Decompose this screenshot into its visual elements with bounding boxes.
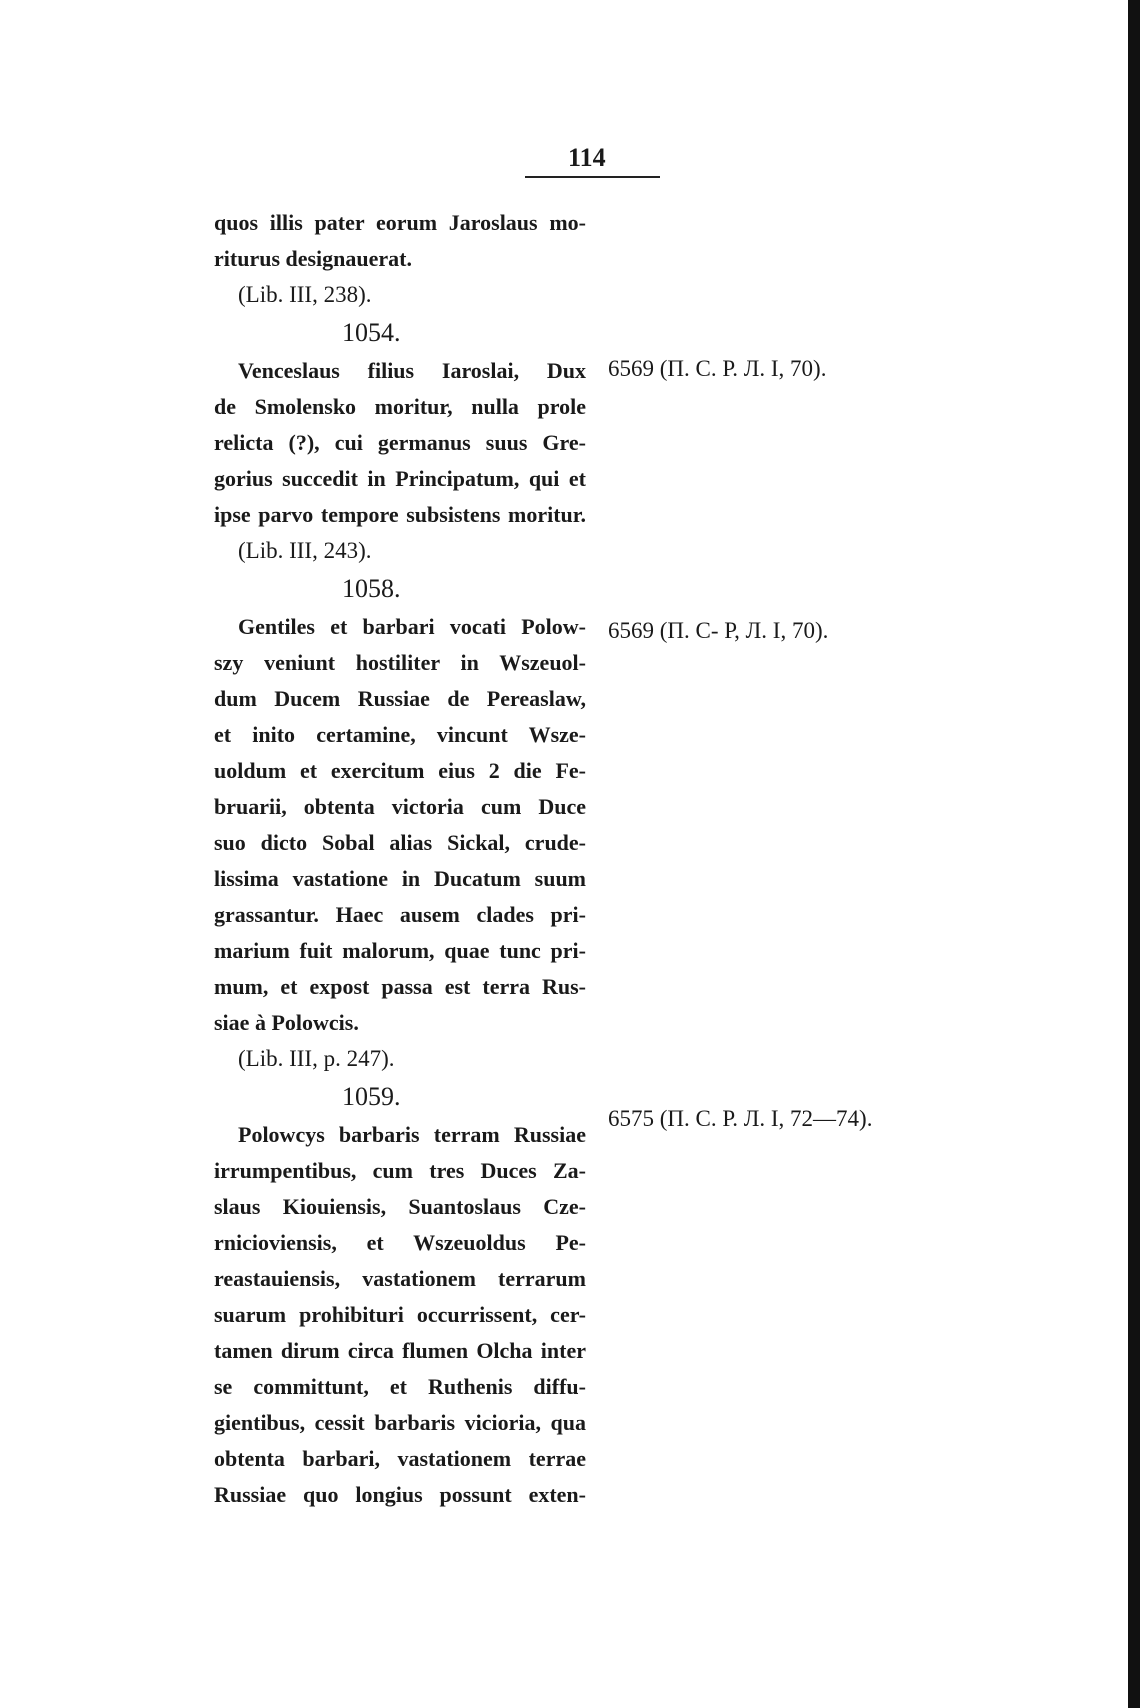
reference-line: (Lib. III, p. 247). [238,1046,395,1071]
text-line: uoldum et exercitum eius 2 die Fe- [214,758,586,783]
year-heading: 1054. [342,318,401,347]
main-text-column [214,205,586,1513]
reference-line: (Lib. III, 243). [238,538,372,563]
text-line: suarum prohibituri occurrissent, cer- [214,1302,586,1327]
text-line: mum, et expost passa est terra Rus- [214,974,586,999]
reference-line: (Lib. III, 238). [238,282,372,307]
page-number: 114 [568,143,606,172]
text-line: gorius succedit in Principatum, qui et [214,466,586,491]
text-line: obtenta barbari, vastationem terrae [214,1446,586,1471]
text-line: gientibus, cessit barbaris vicioria, qua [214,1410,586,1435]
text-line: lissima vastatione in Ducatum suum [214,866,586,891]
header-rule [525,176,660,178]
text-line: riturus designauerat. [214,246,412,271]
text-line: slaus Kiouiensis, Suantoslaus Cze- [214,1194,586,1219]
text-line: et inito certamine, vincunt Wsze- [214,722,586,747]
year-heading: 1058. [342,574,401,603]
text-line: szy veniunt hostiliter in Wszeuol- [214,650,586,675]
text-line: Venceslaus filius Iaroslai, Dux [238,358,586,383]
side-reference: 6569 (П. С. Р. Л. I, 70). [608,356,827,381]
text-line: se committunt, et Ruthenis diffu- [214,1374,586,1399]
text-line: relicta (?), cui germanus suus Gre- [214,430,586,455]
text-line: suo dicto Sobal alias Sickal, crude- [214,830,586,855]
text-line: Polowcys barbaris terram Russiae [238,1122,586,1147]
text-line: irrumpentibus, cum tres Duces Za- [214,1158,586,1183]
text-line: de Smolensko moritur, nulla prole [214,394,586,419]
text-line: siae à Polowcis. [214,1010,359,1035]
text-line: dum Ducem Russiae de Pereaslaw, [214,686,586,711]
page-edge [1128,0,1140,1708]
year-heading: 1059. [342,1082,401,1111]
text-line: rnicioviensis, et Wszeuoldus Pe- [214,1230,586,1255]
text-line: bruarii, obtenta victoria cum Duce [214,794,586,819]
text-line: ipse parvo tempore subsistens moritur. [214,502,586,527]
text-line: tamen dirum circa flumen Olcha inter [214,1338,586,1363]
side-reference: 6569 (П. С- Р, Л. I, 70). [608,618,829,643]
text-line: reastauiensis, vastationem terrarum [214,1266,586,1291]
text-line: marium fuit malorum, quae tunc pri- [214,938,586,963]
side-reference: 6575 (П. С. Р. Л. I, 72—74). [608,1106,873,1131]
text-line: Russiae quo longius possunt exten- [214,1482,586,1507]
text-line: grassantur. Haec ausem clades pri- [214,902,586,927]
text-line: Gentiles et barbari vocati Polow- [238,614,586,639]
text-line: quos illis pater eorum Jaroslaus mo- [214,210,586,235]
